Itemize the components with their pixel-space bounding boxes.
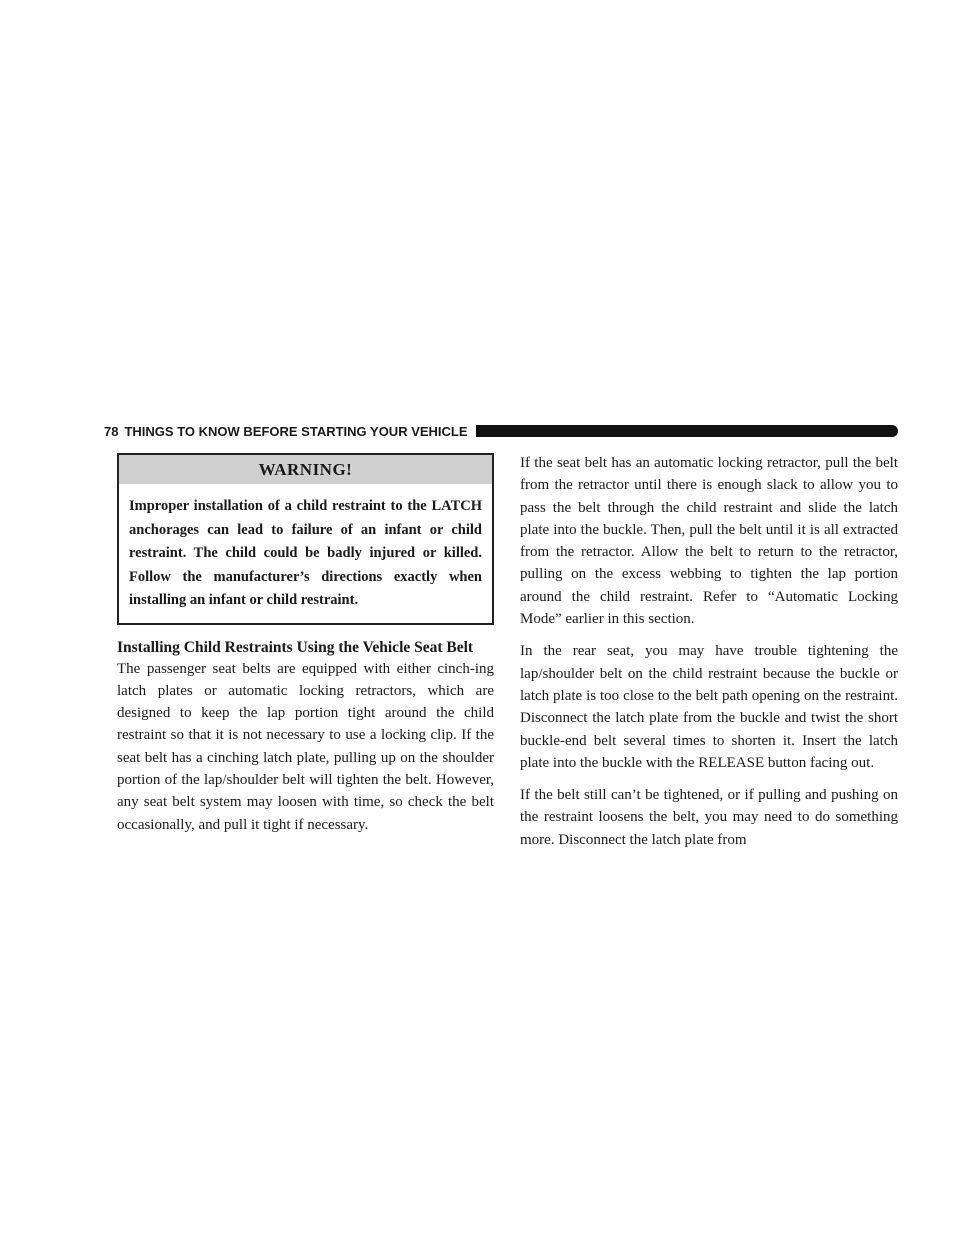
body-paragraph: If the belt still can’t be tightened, or if pulling and pushing on the restraint loosens the belt, you may need to do something more. Disconnect the latch plate from xyxy=(520,787,898,848)
left-column xyxy=(117,453,494,836)
page-header xyxy=(104,420,898,442)
header-rule-bar xyxy=(476,425,898,437)
body-paragraph: In the rear seat, you may have trouble tightening the lap/shoulder belt on the child restraint because the buckle or latch plate is too close to the belt path opening on the restraint. Disconnect the latch plate from the buckle and twist the short buckle-end belt several times to shorten it. Insert the latch plate into the buckle with the RELEASE button facing out. xyxy=(520,643,898,771)
warning-text: Improper installation of a child restraint to the LATCH anchorages can lead to failure of an infant or child restraint. The child could be badly injured or killed. Follow the manufacturer’s directions exactly when installing an infant or child restraint. xyxy=(129,498,482,608)
warning-box xyxy=(117,453,494,625)
section-heading: Installing Child Restraints Using the Vehicle Seat Belt xyxy=(117,638,474,656)
body-paragraph: The passenger seat belts are equipped with either cinch-ing latch plates or automatic locking retractors, which are designed to keep the lap portion tight around the child restraint so that it is not necessary to use a locking clip. If the seat belt has a cinching latch plate, pulling up on the shoulder portion of the lap/shoulder belt will tighten the belt. However, any seat belt system may loosen with time, so check the belt occasionally, and pull it tight if necessary. xyxy=(117,660,494,833)
body-paragraph: If the seat belt has an automatic locking retractor, pull the belt from the retractor until there is enough slack to allow you to pass the belt through the child restraint and slide the latch plate into the buckle. Then, pull the belt until it is all extracted from the retractor. Allow the belt to return to the retractor, pulling on the excess webbing to tighten the lap portion around the child restraint. Refer to “Automatic Locking Mode” earlier in this section. xyxy=(520,455,898,628)
page-number: 78 xyxy=(104,423,119,439)
warning-title: WARNING! xyxy=(119,455,492,484)
section-title: THINGS TO KNOW BEFORE STARTING YOUR VEHICLE xyxy=(124,423,468,439)
right-column xyxy=(520,452,898,861)
